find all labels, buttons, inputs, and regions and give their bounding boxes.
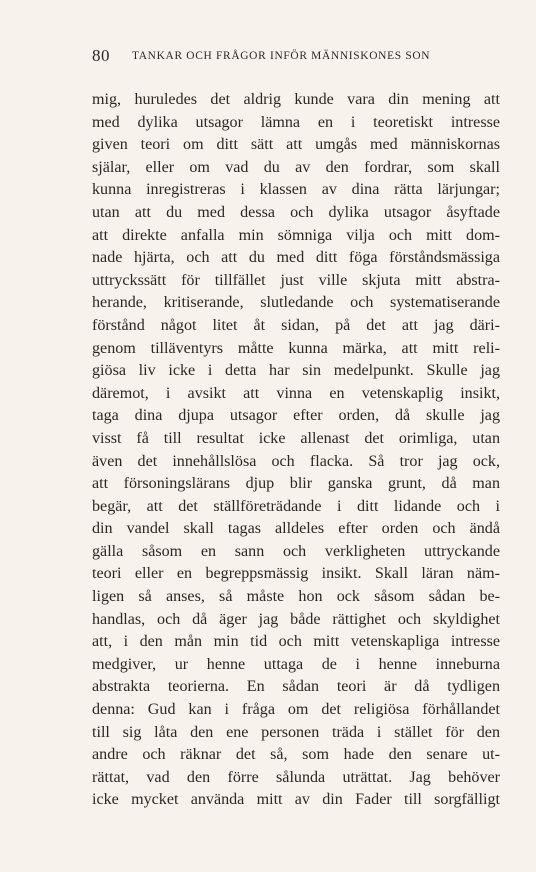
text-line: andre och räknar det så, som hade den senare ut- [92, 746, 500, 764]
text-line: giösa liv icke i detta har sin medelpunkt. Skulle jag [92, 362, 500, 380]
text-line: mig, huruledes det aldrig kunde vara din mening att [92, 91, 500, 108]
text-line: abstrakta teorierna. En sådan teori är då tydligen [92, 678, 500, 696]
text-line: kunna inregistreras i klassen av dina rätta lärjungar; [92, 181, 500, 199]
text-line: nade hjärta, och att du med ditt föga förståndsmässiga [92, 249, 500, 267]
text-line: genom tilläventyrs måtte kunna märka, att mitt reli- [92, 339, 500, 357]
text-line: denna: Gud kan i fråga om det religiösa förhållandet [92, 701, 500, 719]
text-line: handlas, och då äger jag både rättighet och skyldighet [92, 610, 500, 628]
text-line: uttryckssätt för tillfället just ville skjuta mitt abstra- [92, 271, 500, 289]
text-line: med dylika utsagor lämna en i teoretiskt intresse [92, 113, 500, 131]
text-line: teori eller en begreppsmässig insikt. Skall läran näm- [92, 565, 500, 583]
text-line: att, i den mån min tid och mitt vetenskapliga intresse [92, 633, 500, 651]
text-line: taga dina djupa utsagor efter orden, då skulle jag [92, 407, 500, 425]
text-line: däremot, i avsikt att vinna en vetenskaplig insikt, [92, 384, 500, 402]
text-line: medgiver, ur henne uttaga de i henne inneburna [92, 655, 500, 673]
text-line: själar, eller om vad du av den fordrar, som skall [92, 158, 500, 176]
text-line: din vandel skall tagas alldeles efter orden och ändå [92, 520, 500, 538]
text-line: herande, kritiserande, slutledande och systematiserande [92, 294, 500, 312]
page-number: 80 [92, 46, 110, 65]
running-title: TANKAR OCH FRÅGOR INFÖR MÄNNISKONES SON [132, 50, 431, 62]
text-line: att försoningslärans djup blir ganska grunt, då man [92, 475, 500, 493]
text-line: till sig låta den ene personen träda i stället för den [92, 723, 500, 741]
text-line: förstånd något litet åt sidan, på det att jag däri- [92, 316, 500, 334]
text-line: visst få till resultat icke allenast det orimliga, utan [92, 429, 500, 447]
text-line: att direkte anfalla min sömniga vilja och mitt dom- [92, 226, 500, 244]
text-line: gälla såsom en sann och verkligheten uttryckande [92, 542, 500, 560]
page-header [92, 46, 500, 70]
text-line: rättat, vad den förre sålunda uträttat. Jag behöver [92, 768, 500, 786]
body-text [92, 89, 500, 812]
text-line: given teori om ditt sätt att umgås med människornas [92, 136, 500, 154]
text-line: ligen så anses, så måste hon ock såsom sådan be- [92, 588, 500, 606]
text-line: begär, att det ställföreträdande i ditt lidande och i [92, 497, 500, 515]
text-line: utan att du med dessa och dylika utsagor åsyftade [92, 203, 500, 221]
text-line: icke mycket använda mitt av din Fader till sorgfälligt [92, 791, 500, 809]
text-line: även det innehållslösa och flacka. Så tror jag ock, [92, 452, 500, 470]
